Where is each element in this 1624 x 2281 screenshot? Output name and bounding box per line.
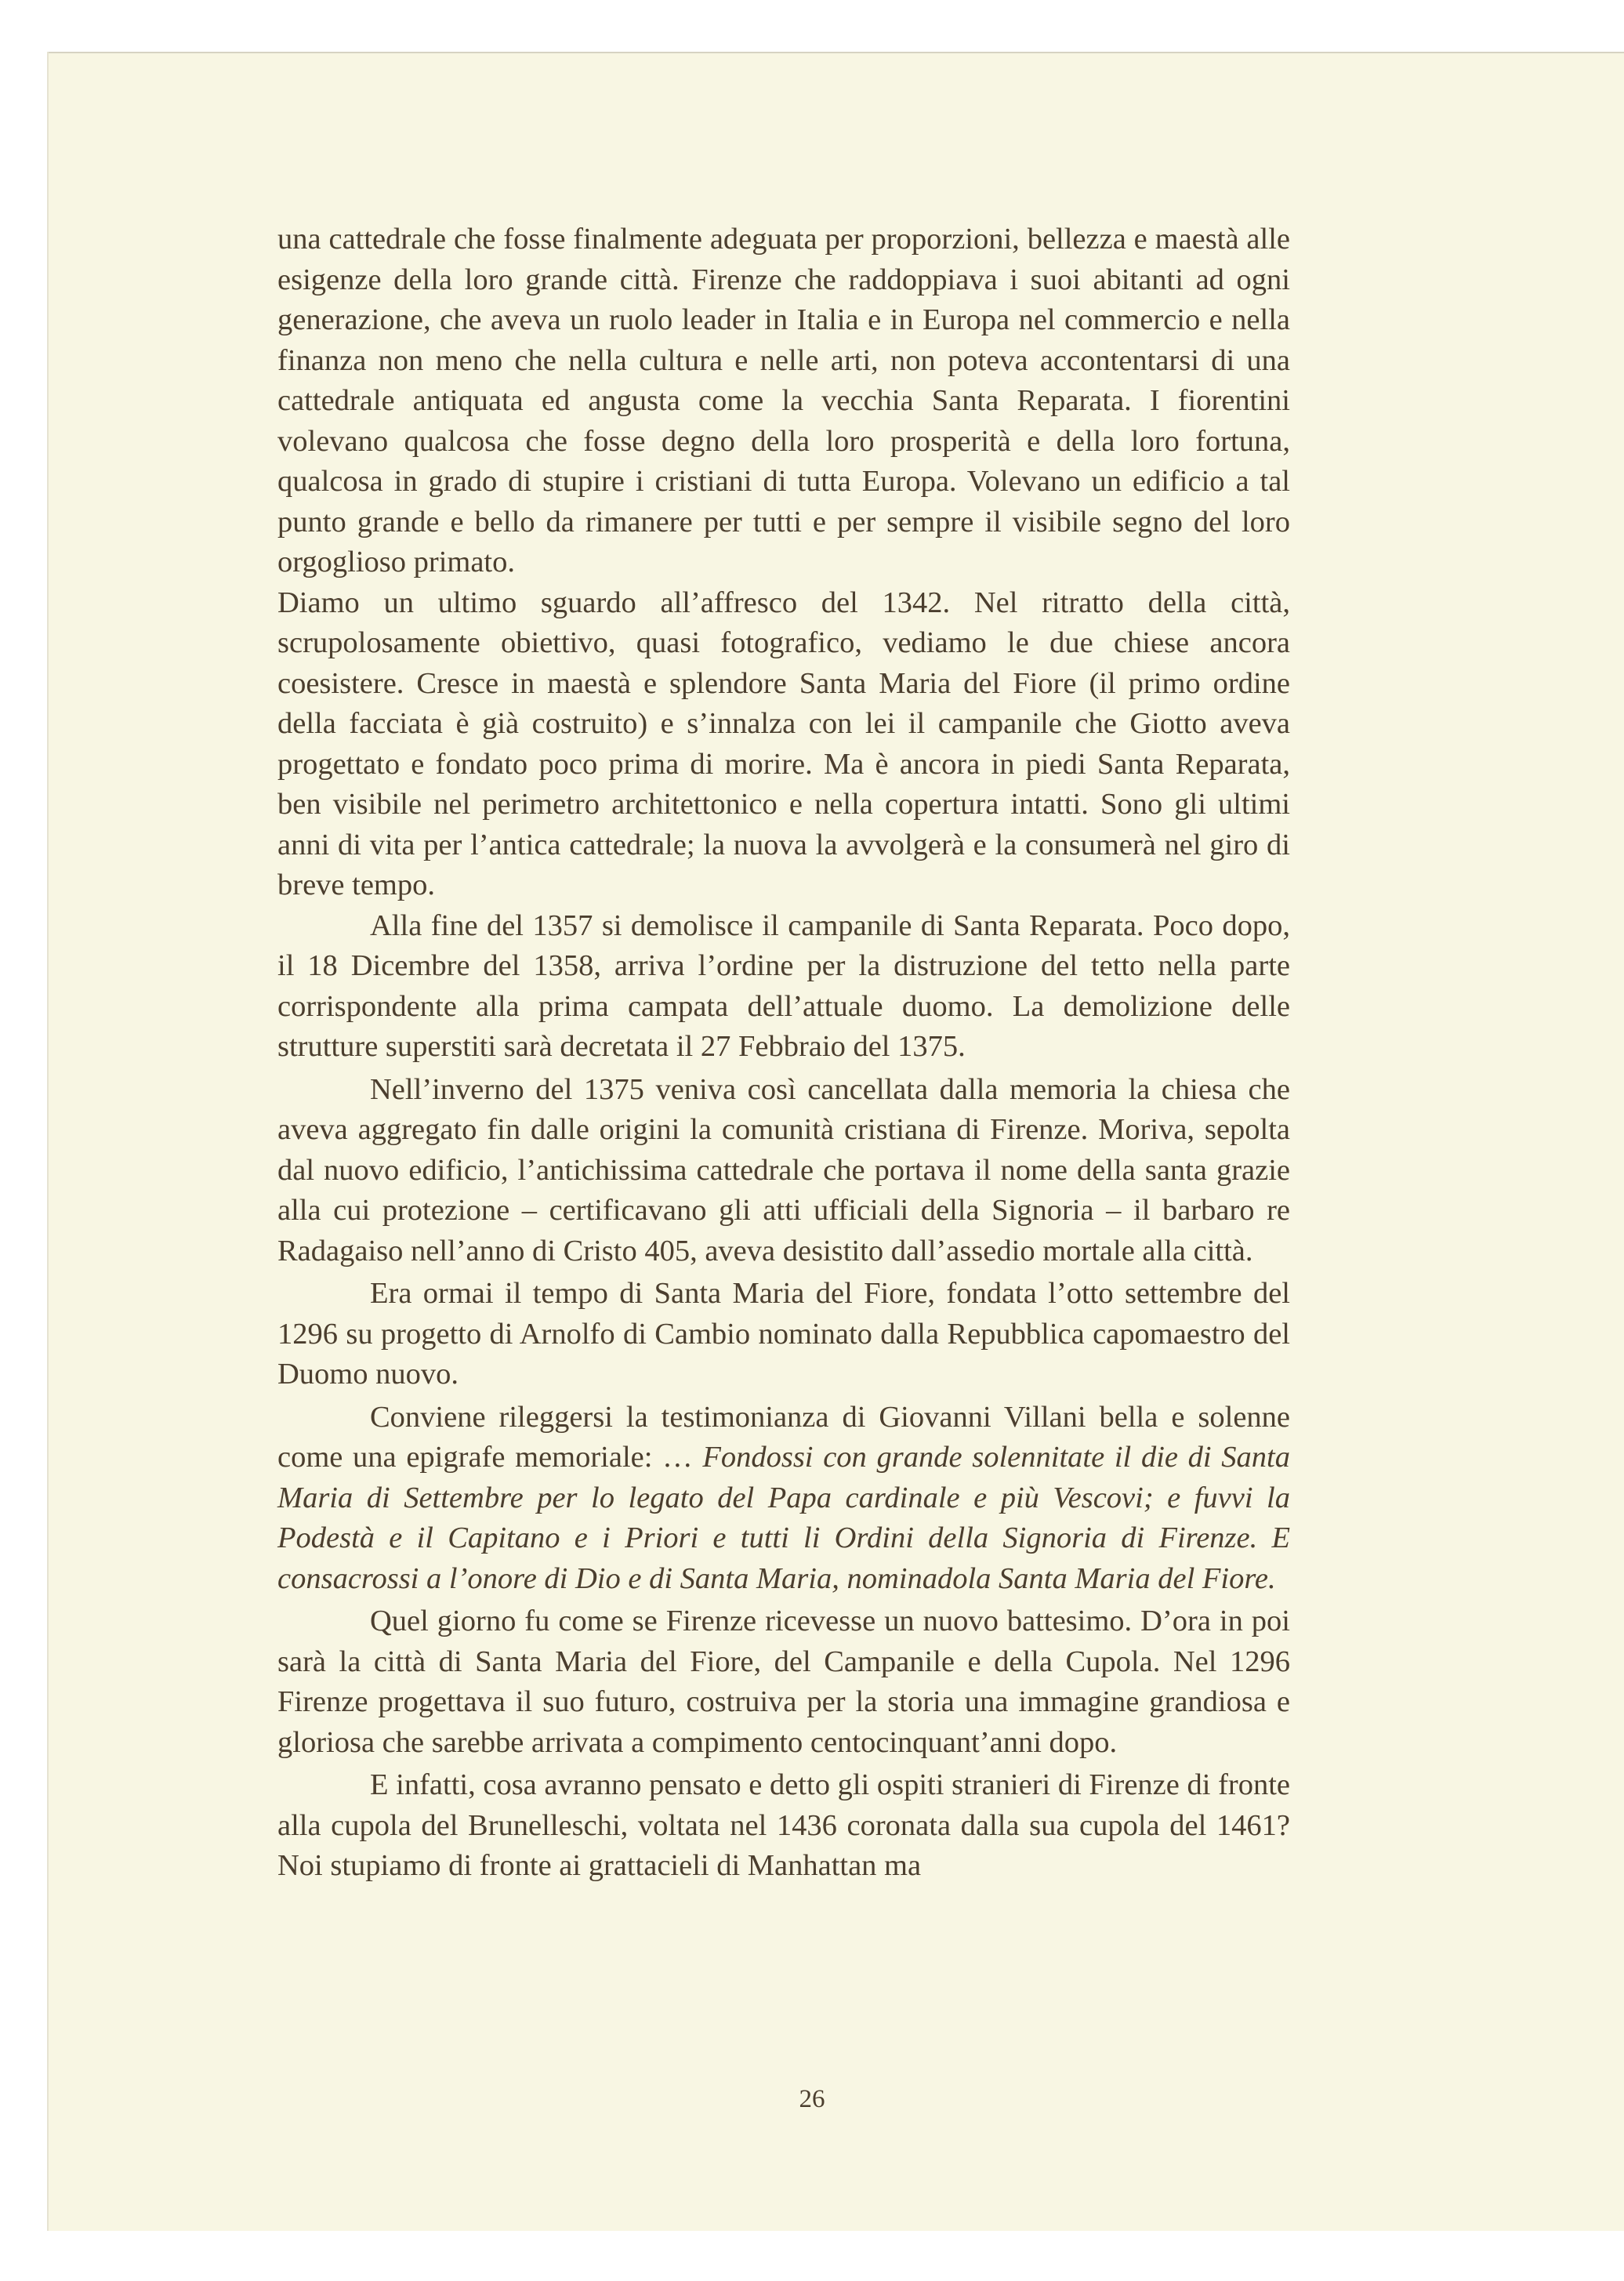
- paragraph-1: una cattedrale che fosse finalmente adeguata per proporzioni, bellezza e maestà alle esigenze della loro grande città. Firenze che raddoppiava i suoi abitanti ad ogni generazione, che aveva un ruolo leader in Italia e in Europa nel commercio e nella finanza non meno che nella cultura e nelle arti, non poteva accontentarsi di una cattedrale antiquata ed angusta come la vecchia Santa Reparata. I fiorentini volevano qualcosa che fosse degno della loro prosperità e della loro fortuna, qualcosa in grado di stupire i cristiani di tutta Europa. Volevano un edificio a tal punto grande e bello da rimanere per tutti e per sempre il visibile segno del loro orgoglioso primato.: [277, 223, 1290, 578]
- paragraph-6: [277, 1398, 1290, 1600]
- page-top-edge: [47, 52, 1624, 53]
- page-left-edge: [47, 52, 49, 2231]
- paragraph-4: Nell’inverno del 1375 veniva così cancellata dalla memoria la chiesa che aveva aggregato fin dalle origini la comunità cristiana di Firenze. Moriva, sepolta dal nuovo edificio, l’antichissima cattedrale che portava il nome della santa grazie alla cui protezione – certificavano gli atti ufficiali della Signoria – il barbaro re Radagaiso nell’anno di Cristo 405, aveva desistito dall’assedio mortale alla città.: [277, 1072, 1290, 1267]
- paragraph-5: Era ormai il tempo di Santa Maria del Fiore, fondata l’otto settembre del 1296 su progetto di Arnolfo di Cambio nominato dalla Repubblica capomaestro del Duomo nuovo.: [277, 1277, 1290, 1391]
- paragraph-3: Alla fine del 1357 si demolisce il campanile di Santa Reparata. Poco dopo, il 18 Dicembre del 1358, arriva l’ordine per la distruzione del tetto nella parte corrispondente alla prima campata dell’attuale duomo. La demolizione delle strutture superstiti sarà decretata il 27 Febbraio del 1375.: [277, 908, 1290, 1063]
- paragraph-7: Quel giorno fu come se Firenze ricevesse un nuovo battesimo. D’ora in poi sarà la città di Santa Maria del Fiore, del Campanile e della Cupola. Nel 1296 Firenze progettava il suo futuro, costruiva per la storia una immagine grandiosa e gloriosa che sarebbe arrivata a compimento centocinquant’anni dopo.: [277, 1605, 1290, 1759]
- paragraph-6-intro: Conviene rileggersi la testimonianza di Giovanni Villani bella e solenne come una epigrafe memoriale: …: [277, 1400, 1290, 1474]
- paragraph-8: E infatti, cosa avranno pensato e detto gli ospiti stranieri di Firenze di fronte alla cupola del Brunelleschi, voltata nel 1436 coronata dalla sua cupola del 1461? Noi stupiamo di fronte ai grattacieli di Manhattan ma: [277, 1768, 1290, 1882]
- body-text: [277, 219, 1290, 1887]
- paragraph-2: Diamo un ultimo sguardo all’affresco del 1342. Nel ritratto della città, scrupolosamente obiettivo, quasi fotografico, vediamo le due chiese ancora coesistere. Cresce in maestà e splendore Santa Maria del Fiore (il primo ordine della facciata è già costruito) e s’innalza con lei il campanile che Giotto aveva progettato e fondato poco prima di morire. Ma è ancora in piedi Santa Reparata, ben visibile nel perimetro architettonico e nella copertura intatti. Sono gli ultimi anni di vita per l’antica cattedrale; la nuova la avvolgerà e la consumerà nel giro di breve tempo.: [277, 586, 1290, 901]
- page-number: 26: [799, 2085, 825, 2113]
- villani-quote: Fondossi con grande solennitate il die di Santa Maria di Settembre per lo legato del Papa cardinale e più Vescovi; e fuvvi la Podestà e il Capitano e i Priori e tutti li Ordini della Signoria di Firenze. E consacrossi a l’onore di Dio e di Santa Maria, nominadola Santa Maria del Fiore.: [277, 1441, 1290, 1595]
